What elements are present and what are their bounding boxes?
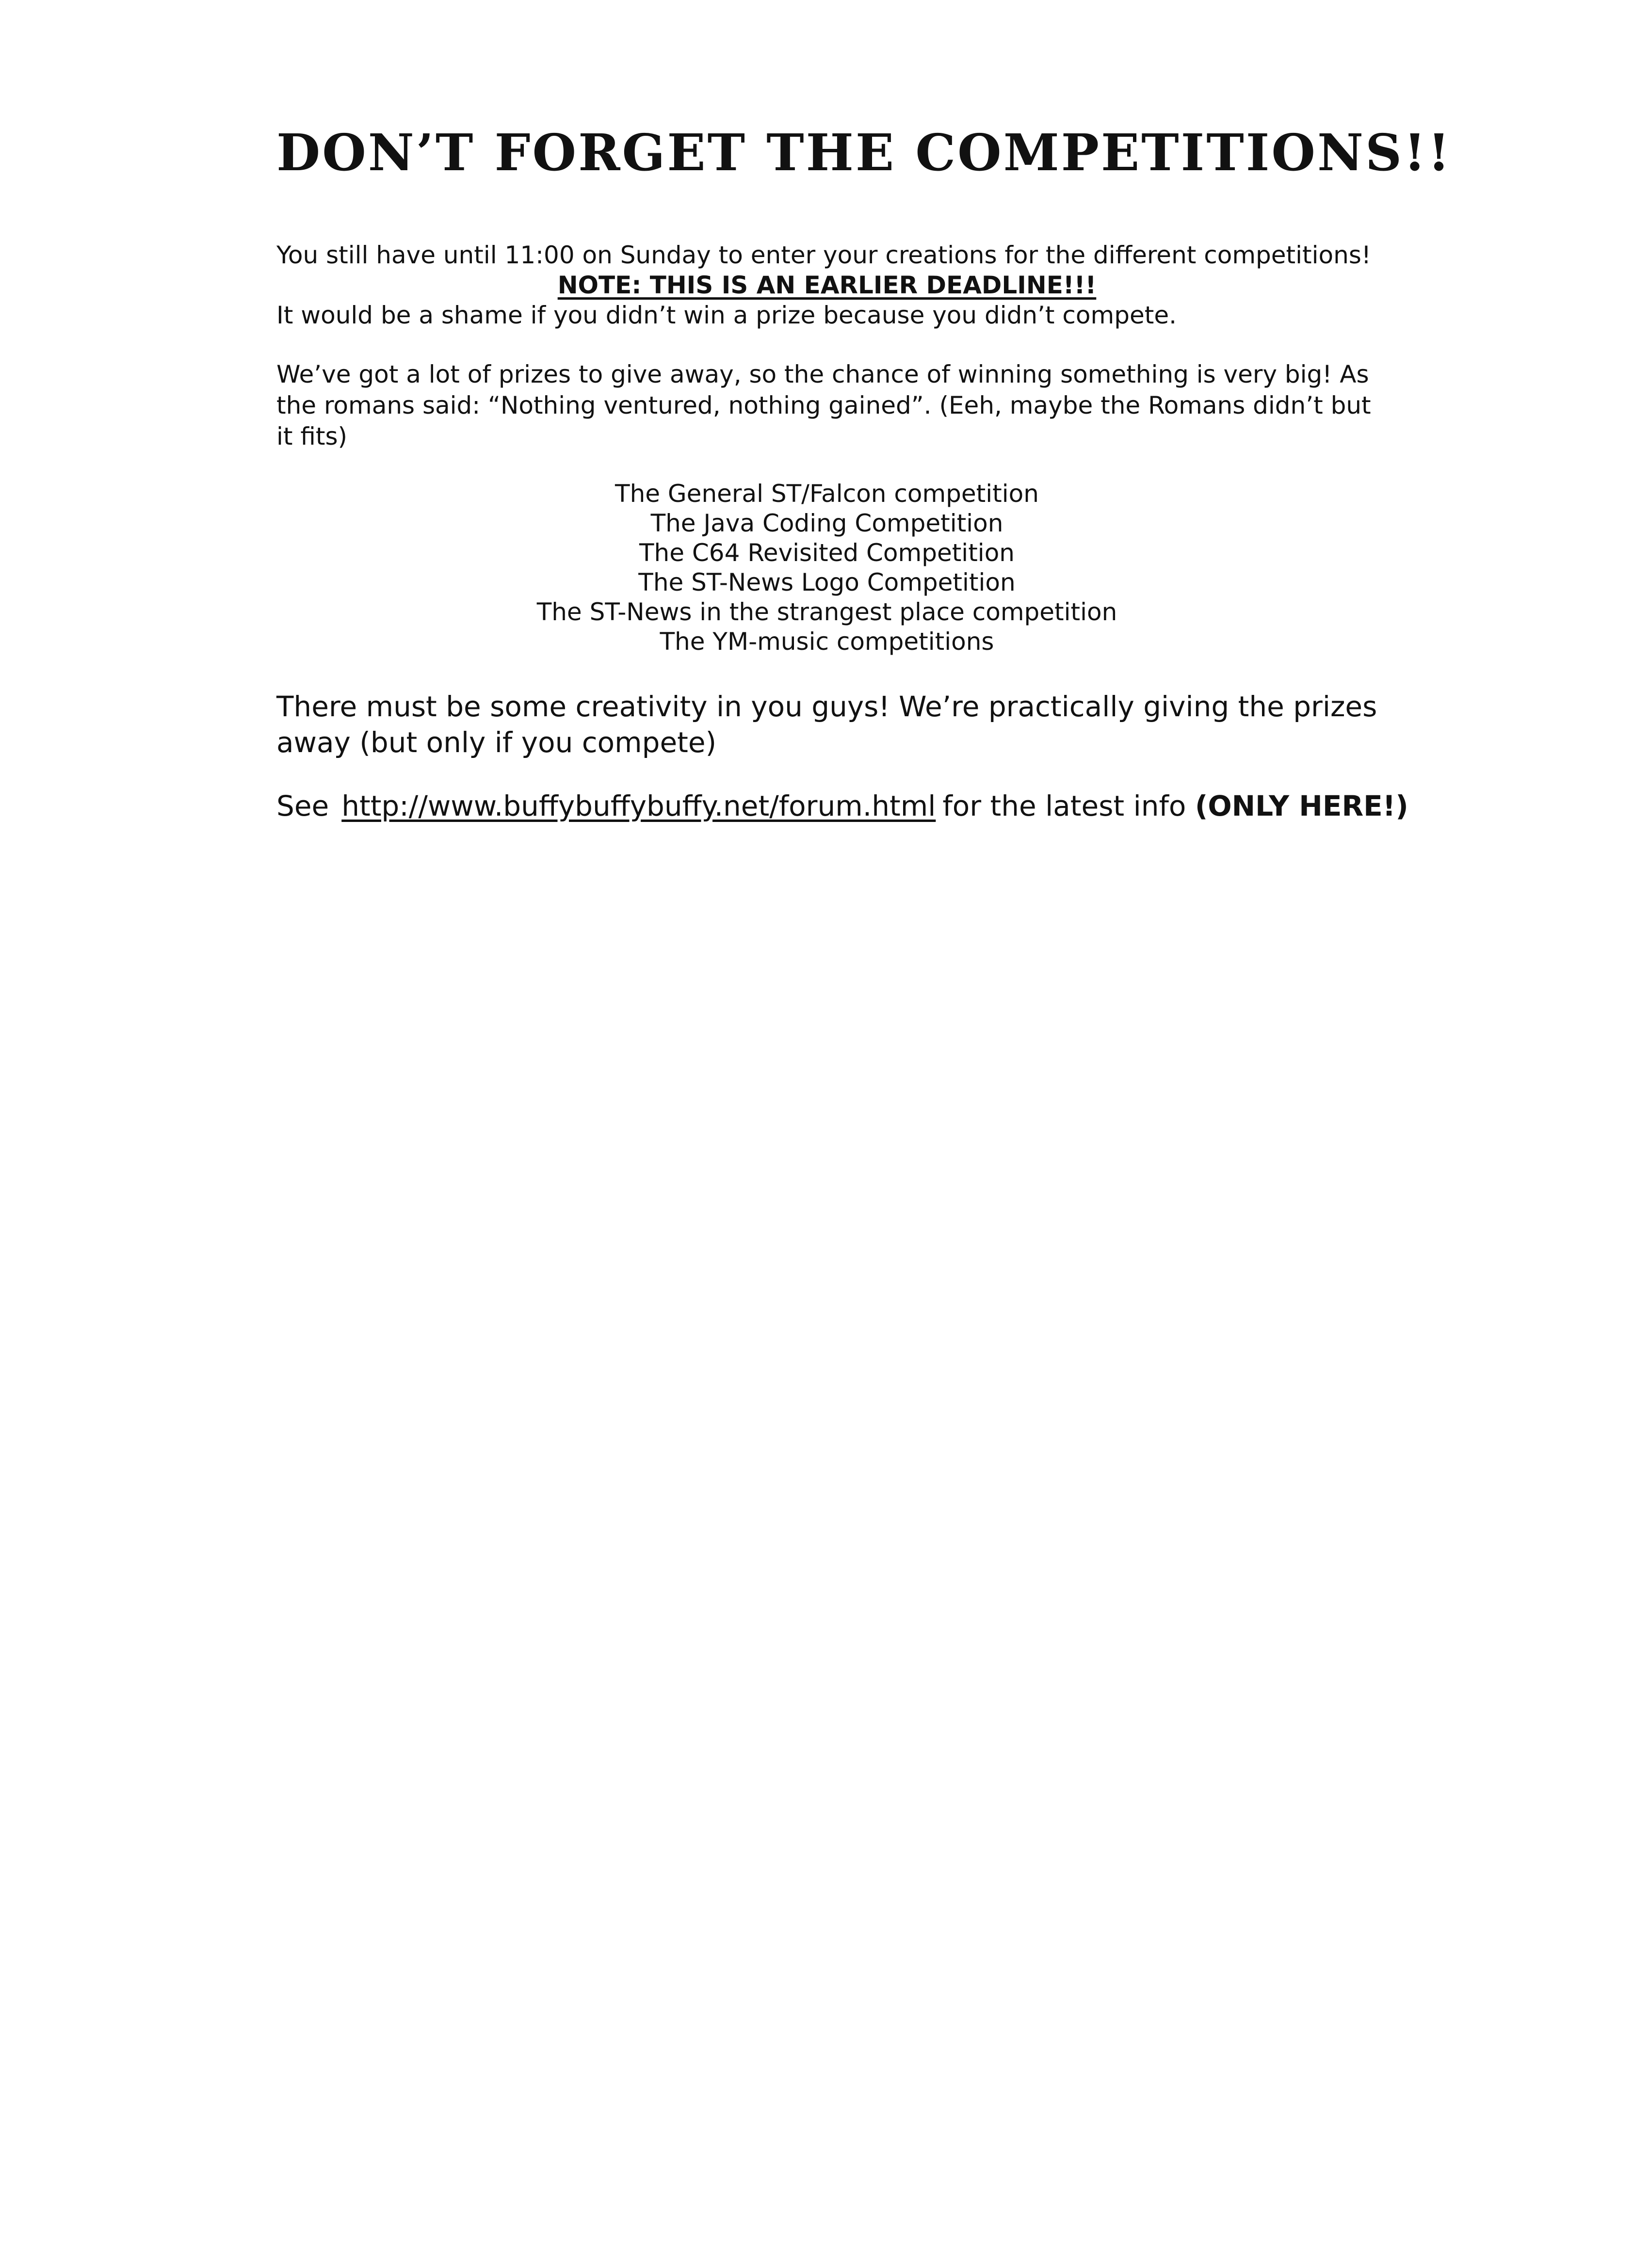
prizes-paragraph xyxy=(276,359,1377,452)
page-title: DON’T FORGET THE COMPETITIONS!! xyxy=(276,123,1452,182)
earlier-deadline-note: NOTE: THIS IS AN EARLIER DEADLINE!!! xyxy=(557,271,1097,299)
see-label: See xyxy=(276,789,329,822)
deadline-paragraph xyxy=(276,240,1377,330)
competition-item: The C64 Revisited Competition xyxy=(639,539,1015,567)
prizes-text-line: the romans said: “Nothing ventured, nothing gained”. (Eeh, maybe the Romans didn’t but xyxy=(276,391,1371,419)
competition-item: The Java Coding Competition xyxy=(650,509,1003,537)
competition-item: The ST-News Logo Competition xyxy=(638,568,1016,596)
prizes-text-line: it fits) xyxy=(276,422,348,450)
competition-item: The General ST/Falcon competition xyxy=(615,480,1039,508)
forum-link[interactable]: http://www.buffybuffybuffy.net/forum.html xyxy=(341,789,936,822)
creativity-text-line: There must be some creativity in you guys! We’re practically giving the prizes xyxy=(276,690,1377,723)
competitions-list xyxy=(276,479,1377,657)
creativity-text-line: away (but only if you compete) xyxy=(276,726,717,759)
prizes-text-line: We’ve got a lot of prizes to give away, so the chance of winning something is very big! As xyxy=(276,360,1369,388)
only-here-text: (ONLY HERE!) xyxy=(1195,789,1408,822)
deadline-text: You still have until 11:00 on Sunday to enter your creations for the different competitions! xyxy=(276,241,1371,269)
shame-text: It would be a shame if you didn’t win a prize because you didn’t compete. xyxy=(276,301,1177,329)
latest-info-text: for the latest info xyxy=(942,789,1186,822)
latest-info-line xyxy=(276,788,1408,824)
competition-item: The ST-News in the strangest place competition xyxy=(536,598,1117,626)
creativity-paragraph xyxy=(276,689,1377,760)
competition-item: The YM-music competitions xyxy=(660,627,994,656)
